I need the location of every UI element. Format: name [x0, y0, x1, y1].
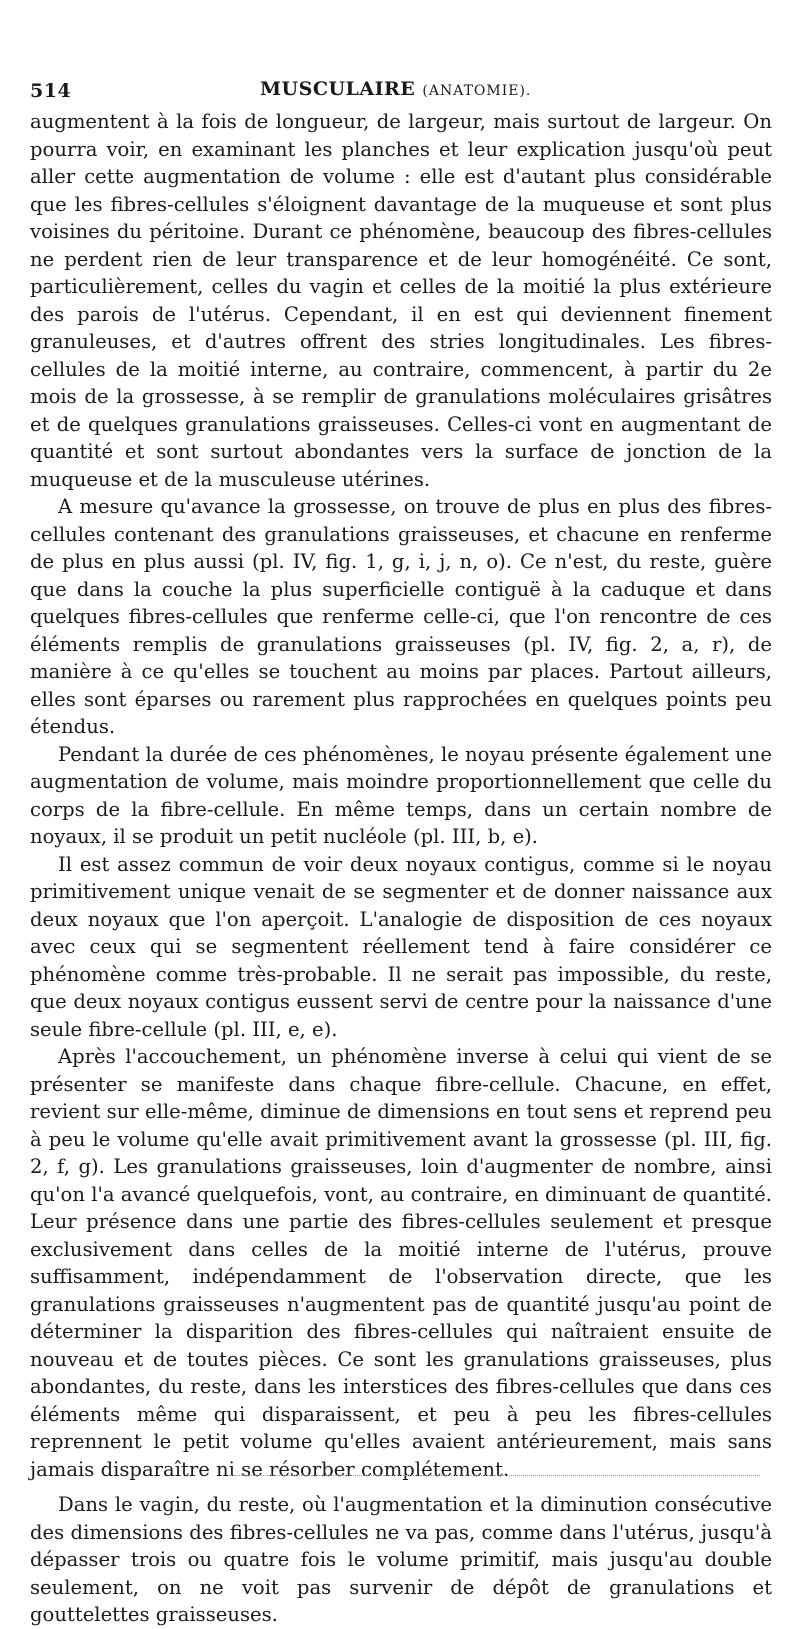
footer-rule — [230, 1475, 760, 1476]
paragraph-6: Dans le vagin, du reste, où l'augmentation et la diminution consécutive des dimensions des fibres-cellules ne va pas, comme dans l'utérus, jusqu'à dépasser trois ou quatre fois le volume primitif, mais jusqu'au double seulement, on ne voit pas survenir de dépôt de granulations et gouttelettes graisseuses. — [30, 1493, 772, 1626]
document-page — [30, 74, 772, 1629]
body-text — [30, 108, 772, 1629]
paragraph-1: augmentent à la fois de longueur, de largeur, mais surtout de largeur. On pourra voir, en examinant les planches et leur explication jusqu'où peut aller cette augmentation de volume : elle est d'autant plus considérable que les fibres-cellules s'éloignent davantage de la muqueuse et sont plus voisines du péritoine. Durant ce phénomène, beaucoup des fibres-cellules ne perdent rien de leur transparence et de leur homogénéité. Ce sont, particulièrement, celles du vagin et celles de la moitié la plus extérieure des parois de l'utérus. Cependant, il en est qui deviennent finement granuleuses, et d'autres offrent des stries longitudinales. Les fibres-cellules de la moitié interne, au contraire, commencent, à partir du 2e mois de la grossesse, à se remplir de granulations moléculaires grisâtres et de quelques granulations graisseuses. Celles-ci vont en augmentant de quantité et sont surtout abondantes vers la surface de jonction de la muqueuse et de la musculeuse utérines. — [30, 110, 772, 491]
paragraph-3: Pendant la durée de ces phénomènes, le noyau présente également une augmentation de volume, mais moindre proportionnellement que celle du corps de la fibre-cellule. En même temps, dans un certain nombre de noyaux, il se produit un petit nucléole (pl. III, b, e). — [30, 742, 772, 848]
running-head — [30, 74, 772, 104]
page-number: 514 — [30, 80, 72, 102]
header-title — [260, 78, 531, 100]
header-subtitle: (ANATOMIE). — [422, 83, 532, 99]
header-title-main: MUSCULAIRE — [260, 78, 416, 100]
paragraph-2: A mesure qu'avance la grossesse, on trouve de plus en plus des fibres-cellules contenant des granulations graisseuses, et chacune en renferme de plus en plus aussi (pl. IV, fig. 1, g, i, j, n, o). Ce n'est, du reste, guère que dans la couche la plus superficielle contiguë à la caduque et dans quelques fibres-cellules que renferme celle-ci, que l'on rencontre de ces éléments remplis de granulations graisseuses (pl. IV, fig. 2, a, r), de manière à ce qu'elles se touchent au moins par places. Partout ailleurs, elles sont éparses ou rarement plus rapprochées en quelques points peu étendus. — [30, 495, 772, 738]
paragraph-5: Après l'accouchement, un phénomène inverse à celui qui vient de se présenter se manifeste dans chaque fibre-cellule. Chacune, en effet, revient sur elle-même, diminue de dimensions en tout sens et reprend peu à peu le volume qu'elle avait primitivement avant la grossesse (pl. III, fig. 2, f, g). Les granulations graisseuses, loin d'augmenter de nombre, ainsi qu'on l'a avancé quelquefois, vont, au contraire, en diminuant de quantité. Leur présence dans une partie des fibres-cellules seulement et presque exclusivement dans celles de la moitié interne de l'utérus, prouve suffisamment, indépendamment de l'observation directe, que les granulations graisseuses n'augmentent pas de quantité jusqu'au point de déterminer la disparition des fibres-cellules qui naîtraient ensuite de nouveau et de toutes pièces. Ce sont les granulations graisseuses, plus abondantes, du reste, dans les interstices des fibres-cellules que dans ces éléments même qui disparaissent, et peu à peu les fibres-cellules reprennent le petit volume qu'elles avaient antérieurement, mais sans jamais disparaître ni se résorber complétement. — [30, 1045, 772, 1481]
paragraph-4: Il est assez commun de voir deux noyaux contigus, comme si le noyau primitivement unique venait de se segmenter et de donner naissance aux deux noyaux que l'on aperçoit. L'analogie de disposition de ces noyaux avec ceux qui se segmentent réellement tend à faire considérer ce phénomène comme très-probable. Il ne serait pas impossible, du reste, que deux noyaux contigus eussent servi de centre pour la naissance d'une seule fibre-cellule (pl. III, e, e). — [30, 852, 772, 1041]
